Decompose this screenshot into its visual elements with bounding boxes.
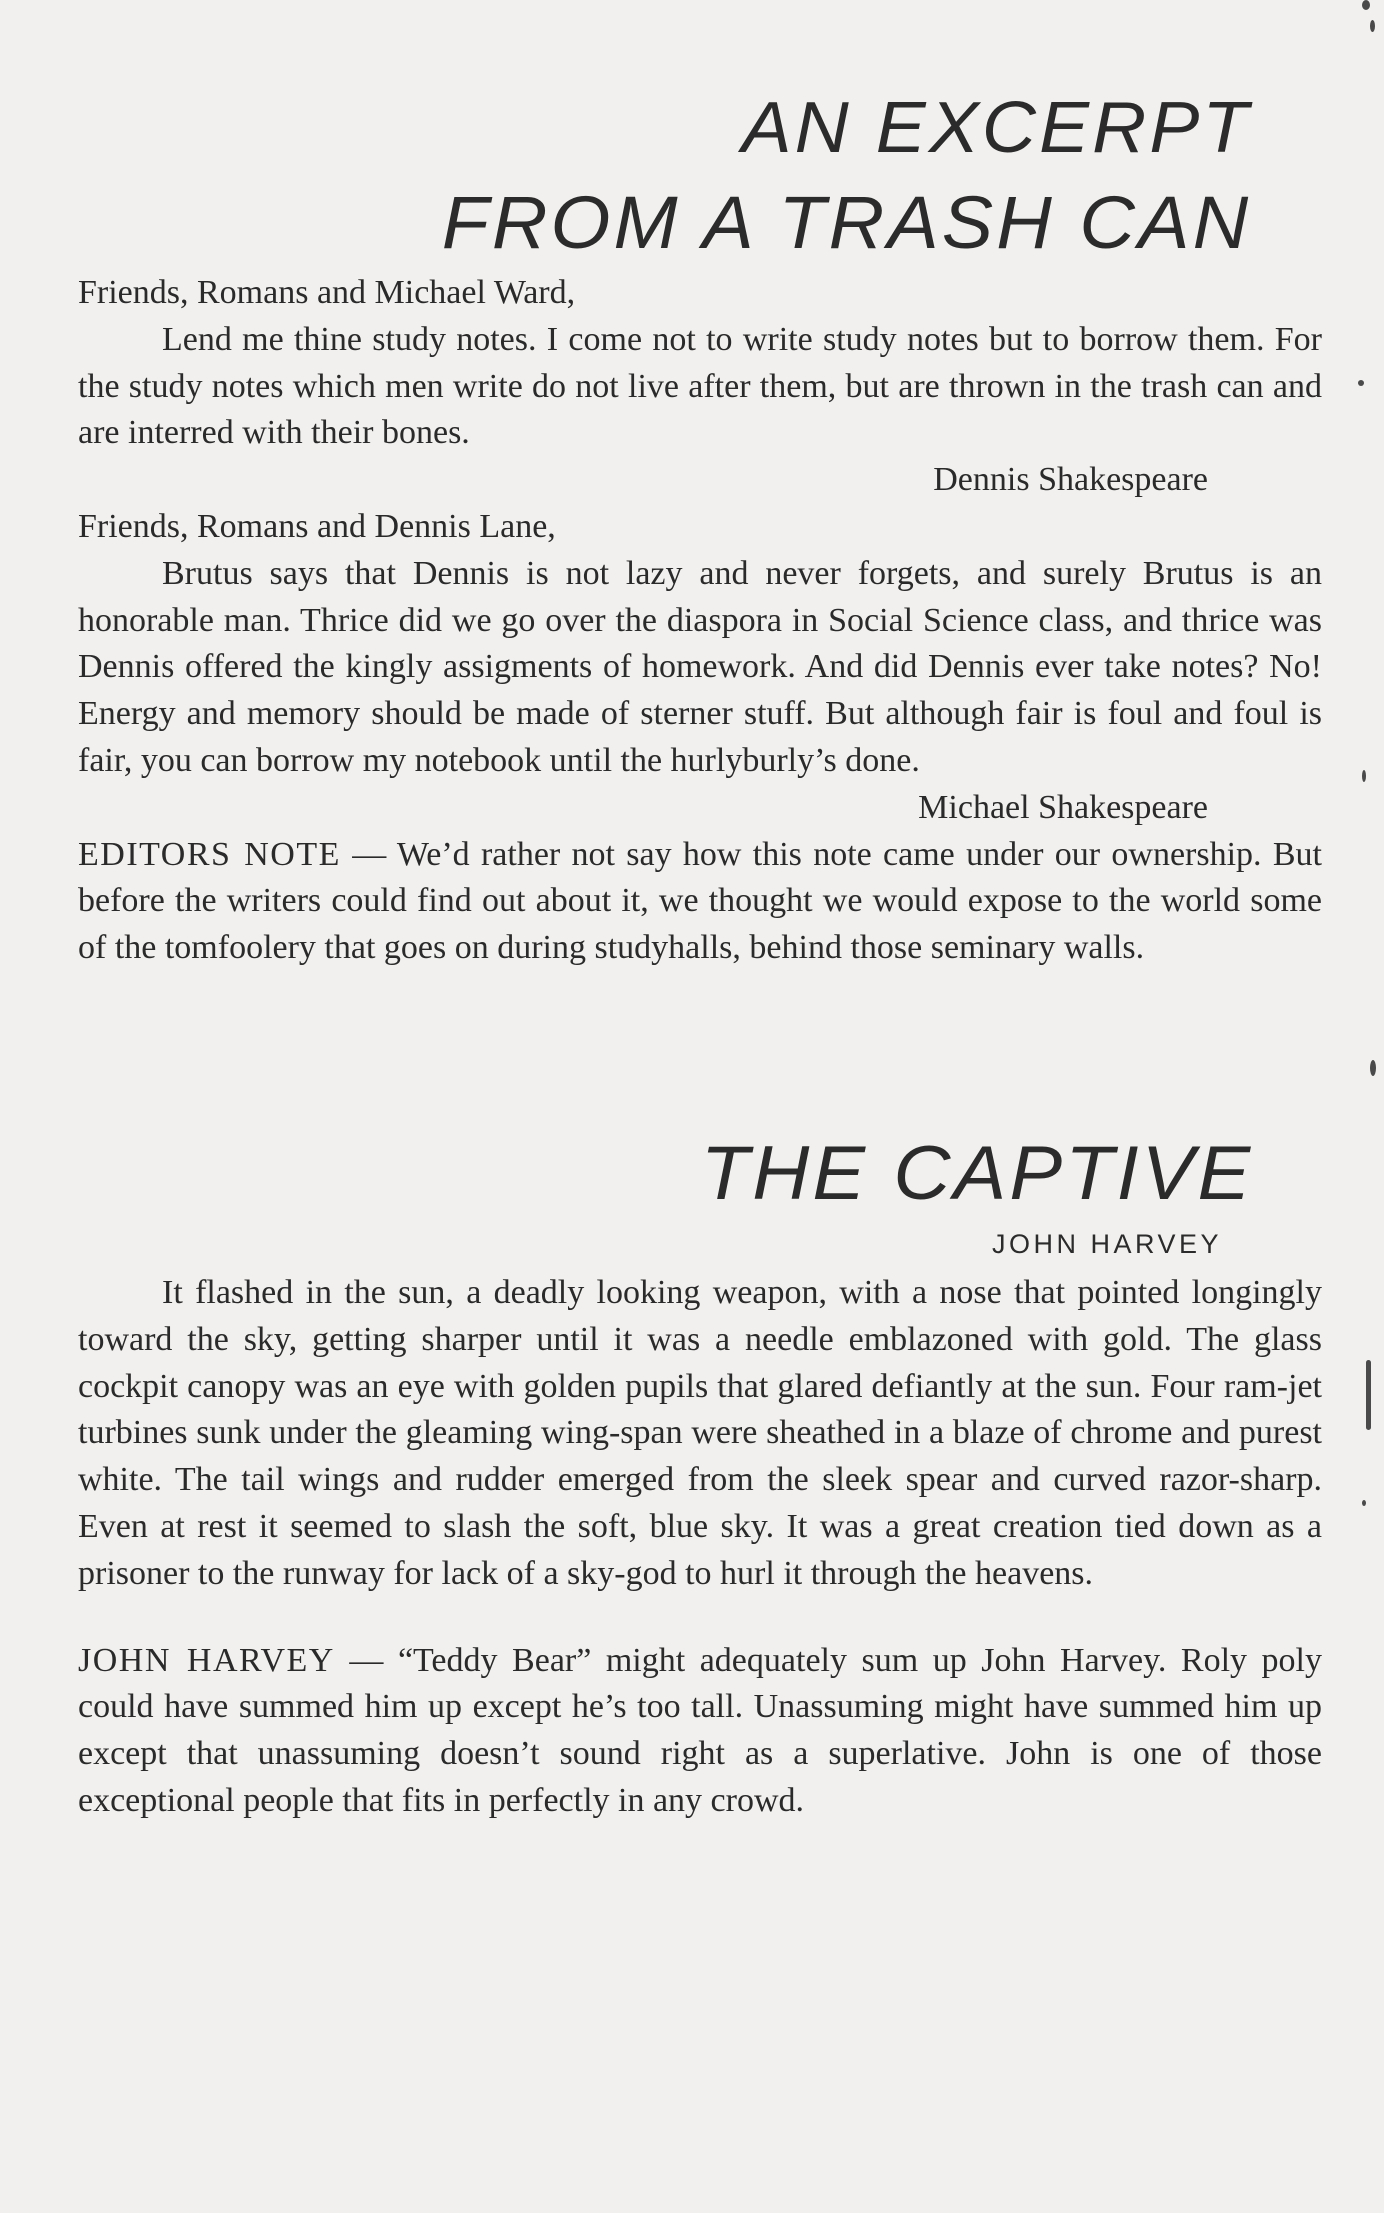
article-title-line-1: AN EXCERPT <box>741 88 1252 168</box>
article-title-line-2: FROM A TRASH CAN <box>441 181 1252 264</box>
letter-two-signature: Michael Shakespeare <box>918 788 1208 826</box>
letter-one-signature: Dennis Shakespeare <box>933 461 1208 499</box>
author-bio <box>78 1638 1322 1825</box>
edge-speck <box>1370 20 1375 32</box>
author-bio-dash: — <box>334 1641 398 1679</box>
edge-speck <box>1362 1500 1366 1506</box>
story-byline: JOHN HARVEY <box>991 1228 1222 1259</box>
story-title: THE CAPTIVE <box>700 1130 1254 1216</box>
editors-note-dash: — <box>340 835 397 873</box>
editors-note <box>78 832 1322 972</box>
letter-two-salutation: Friends, Romans and Dennis Lane, <box>78 507 556 545</box>
letter-two-body: Brutus says that Dennis is not lazy and never forgets, and surely Brutus is an honorable man. Thrice did we go over the diaspora in Social Science class, and thrice was Dennis offered the kingly assigments of homework. And did Dennis ever take notes? No! Energy and memory should be made of sterner stuff. But although fair is foul and foul is fair, you can borrow my notebook until the hurlyburly’s done. <box>78 554 1322 779</box>
letter-one-salutation: Friends, Romans and Michael Ward, <box>78 274 576 311</box>
author-bio-label: JOHN HARVEY <box>78 1641 335 1679</box>
letter-two <box>78 504 1322 832</box>
document-page <box>78 0 1322 2213</box>
edge-speck <box>1362 770 1366 782</box>
edge-speck <box>1362 0 1370 10</box>
story-body: It flashed in the sun, a deadly looking weapon, with a nose that pointed longingly toward the sky, getting sharper until it was a needle emblazoned with gold. The glass cockpit canopy was an eye with golden pupils that glared defiantly at the sun. Four ram-jet turbines sunk under the gleaming wing-span were sheathed in a blaze of chrome and purest white. The tail wings and rudder emerged from the sleek spear and curved razor-sharp. Even at rest it seemed to slash the soft, blue sky. It was a great creation tied down as a prisoner to the runway for lack of a sky-god to hurl it through the heavens. <box>78 1273 1322 1592</box>
editors-note-text: We’d rather not say how this note came under our ownership. But before the writers could find out about it, we thought we would expose to the world some of the tomfoolery that goes on during studyhalls, behind those seminary walls. <box>78 835 1322 967</box>
editors-note-label: EDITORS NOTE <box>78 835 341 873</box>
edge-speck <box>1358 380 1364 386</box>
letter-one <box>78 270 1322 504</box>
edge-speck <box>1366 1360 1371 1430</box>
author-bio-text: “Teddy Bear” might adequately sum up John Harvey. Roly poly could have summed him up except he’s too tall. Unassuming might have summed him up except that unassuming doesn’t sound right as a superlative. John is one of those exceptional people that fits in perfectly in any crowd. <box>78 1641 1322 1819</box>
edge-speck <box>1370 1060 1376 1076</box>
letter-one-body: Lend me thine study notes. I come not to write study notes but to borrow them. For the study notes which men write do not live after them, but are thrown in the trash can and are interred with their bones. <box>78 320 1322 452</box>
